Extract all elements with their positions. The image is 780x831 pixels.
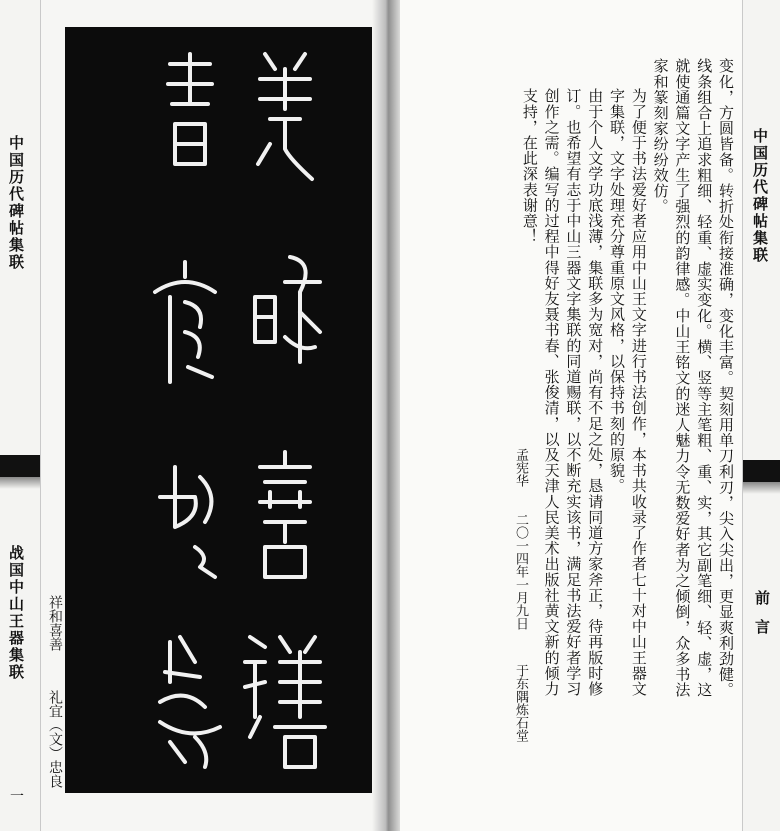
signature-name: 孟宪华 — [513, 448, 528, 487]
rubbing-glyph — [245, 252, 325, 386]
series-title-left: 中国历代碑帖集联 — [7, 135, 25, 271]
seal-glyph-ming — [245, 252, 325, 382]
signature-date: 二〇一四年一月九日 — [513, 513, 528, 630]
seal-glyph-bei — [150, 632, 230, 772]
series-title-right: 中国历代碑帖集联 — [751, 128, 769, 264]
rubbing-glyph — [150, 632, 230, 776]
preface-paragraph: 为了便于书法爱好者应用中山王文字进行书法创作，本书共收录了作者七十对中山王器文字集联，文字处理充分尊重原文风格，以保持书刻的原貌。 — [608, 88, 648, 697]
caption-author: 礼宜（文）忠良 — [47, 690, 63, 788]
seal-glyph-gua — [150, 257, 220, 387]
page-number: 一 — [10, 789, 24, 805]
book-gutter — [372, 0, 402, 831]
right-margin — [742, 0, 780, 831]
seal-glyph-yang — [250, 49, 320, 179]
signature-block — [510, 448, 530, 778]
book-title: 战国中山王器集联 — [7, 545, 25, 681]
margin-band-left — [0, 455, 40, 477]
rubbing-glyph — [150, 257, 220, 391]
rubbing-glyph — [160, 49, 220, 183]
rubbing-glyph — [155, 457, 225, 591]
preface-paragraph: 变化，方圆皆备。转折处衔接准确，变化丰富。契刻用单刀利刃，尖入尖出，更显爽利劲健。线条组合上追求粗细、轻重、虚实变化。横、竖等主笔粗、重、实，其它副笔细、轻、虚，这就使通篇文字产生了强烈的韵律感。中山王铭文的迷人魅力令无数爱好者为之倾倒，众多书法家和篆刻家纷纷效仿。 — [651, 58, 735, 698]
seal-glyph-xiang — [240, 627, 330, 777]
caption-title: 祥和喜善 — [47, 595, 63, 651]
rubbing-panel — [65, 27, 380, 793]
seal-glyph-ji — [160, 49, 220, 179]
rubbing-glyph — [250, 49, 320, 183]
section-title: 前言 — [753, 590, 771, 648]
rubbing-glyph — [240, 627, 330, 781]
left-margin — [0, 0, 41, 831]
rubbing-glyph — [245, 447, 325, 591]
margin-band-right — [743, 460, 780, 482]
preface-paragraph: 由于个人文学功底浅薄，集联多为宽对，尚有不足之处，恳请同道方家斧正，待再版时修订。也希望有志于中山三器文字集联的同道赐联，以不断充实该书，满足书法爱好者学习创作之需。编写的过程中得好友聂书春、张俊清，以及天津人民美术出版社黄文新的倾力支持，在此深表谢意！ — [520, 88, 605, 697]
seal-glyph-xi — [245, 447, 325, 587]
seal-glyph-shou — [155, 457, 225, 587]
signature-place: 于东隅炼石堂 — [513, 664, 528, 742]
